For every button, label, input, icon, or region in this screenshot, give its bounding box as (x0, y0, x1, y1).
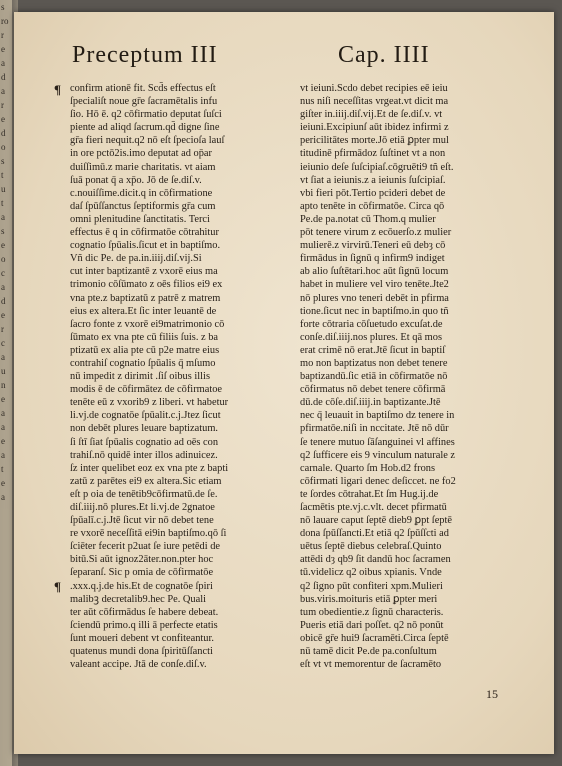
text-line: carnale. Quarto ſm Hob.d2 frons (300, 462, 436, 474)
text-line: modis ē de cōfirmātez de cōfirmatoe (70, 384, 223, 396)
text-line: nec q̄ leuauit in baptiſmo dz tenere in (300, 410, 455, 422)
text-line: q2 ſigno pūt confiteri xpm.Mulieri (300, 580, 443, 592)
previous-page-edge (0, 0, 12, 766)
text-line: duiſſimū.z marie charitatis. vt aiam (70, 161, 216, 173)
text-line: eſt p oia de tenētib9cōfirmatū.de ſe. (70, 488, 218, 500)
text-line: non debēt plures leuare baptizatum. (70, 423, 219, 435)
text-line: omni plenitudine ſanctitatis. Terci (70, 213, 210, 225)
paragraph-mark-icon: ¶ (54, 82, 62, 97)
text-line: nō lauare caput ſeptē dieb9 ꝑpt ſeptē (300, 515, 453, 527)
text-line: titudinē pfirmādoz ſuſtinet vt a non (300, 148, 446, 160)
previous-page-fragment: u (1, 184, 6, 194)
text-line: dona ſpūſſancti.Et etiā q2 ſpūſſcti ad (300, 528, 449, 540)
text-line: trahiſ.nō quidē inter illos adinuicez. (70, 449, 218, 461)
previous-page-fragment: a (1, 450, 5, 460)
text-line: mo non baptizatus non debet tenere (300, 357, 448, 369)
running-head (66, 42, 514, 76)
previous-page-fragment: e (1, 44, 5, 54)
previous-page-fragment: o (1, 142, 6, 152)
text-line: ſciēter fecerit p2uat ſe iure petēdi de (70, 541, 221, 553)
text-line: ter aūt cōfirmādus ſe habere debeat. (70, 606, 219, 618)
text-line: trimonio cōſūmato z oēs filios ei9 ex (70, 279, 223, 291)
previous-page-fragment: r (1, 100, 4, 110)
text-line: giſter in.iiij.diſ.vij.Et de ſe.diſ.v. vt (300, 109, 443, 121)
previous-page-fragment: a (1, 352, 5, 362)
text-line: ieiunio deſe ſuſcipiaſ.cōgruēti9 tñ eſt. (300, 161, 454, 173)
text-line: zatū z parētes ei9 ex altera.Sic etiam (70, 475, 222, 487)
previous-page-fragment: t (1, 170, 4, 180)
text-line: ſacmētis pte.vj.c.vlt. decet pfirmatū (300, 502, 447, 513)
text-line: pfirmatōe.niſi in nccitate. Jtē nō dūr (300, 423, 449, 435)
previous-page-fragment: a (1, 282, 5, 292)
text-line: tione.ſicut nec in baptiſmo.in quo tñ (300, 305, 449, 317)
text-line: attēdi dȝ qb9 ſit dandū hoc ſacramen (300, 554, 451, 566)
text-line: c.nouiſſime.dicit.q in cōfirmatione (70, 187, 213, 199)
previous-page-fragment: c (1, 268, 5, 278)
previous-page-fragment: s (1, 2, 5, 12)
text-line: ptizatū ex alia pte cū p2e matre eius (70, 344, 220, 356)
text-line: vt ieiuni.Scdo debet recipies eē ieiu (300, 83, 448, 94)
text-line: dū.de cōſe.diſ.iiij.in baptizante.Jtē (300, 397, 441, 409)
text-line: pericilitātes morte.Jō etiā ꝑpter mul (300, 135, 449, 147)
text-line: .xxx.q.j.de his.Et de cognatōe ſpiri (70, 580, 213, 592)
text-line: effectus ē q in cōfirmatōe cōtrahitur (70, 227, 219, 239)
text-line: Pe.de pa.notat cū Thom.q mulier (300, 213, 436, 225)
right-text-column (300, 82, 516, 671)
text-line: malibꝫ decretalib9.hec Pe. Quali (70, 593, 207, 605)
text-line: nus niſi neceſſitas vrgeat.vt dicit ma (300, 96, 449, 108)
left-text-column (70, 82, 292, 671)
text-line: re vxorē neceſſitā ei9in baptiſmo.qō ſi (70, 528, 227, 540)
previous-page-fragment: e (1, 394, 5, 404)
previous-page-fragment: a (1, 212, 5, 222)
previous-page-fragment: n (1, 380, 6, 390)
text-line: obicē gr̄e hui9 ſacramēti.Circa ſeptē (300, 632, 449, 644)
previous-page-fragment: r (1, 30, 4, 40)
text-line: apto tenēte in cōfirmatōe. Circa qō (300, 200, 445, 212)
text-line: diſ.iiij.nō plures.Et li.vj.de 2gnatoe (70, 502, 215, 513)
text-line: Vñ dic Pe. de pa.in.iiij.diſ.vij.Si (70, 253, 202, 265)
text-line: nū impedit z dirimit .ſiſ oibus illis (70, 371, 210, 383)
running-head-right: Cap. IIII (338, 42, 430, 68)
previous-page-fragment: r (1, 324, 4, 334)
text-line: bus.viris.moituris etiā ꝑpter meri (300, 593, 438, 605)
text-line: vt ſiat a ieiunis.z a ieiunis ſuſcipiaſ. (300, 174, 446, 186)
text-line: valeant accipe. Jtā de conſe.diſ.v. (70, 659, 207, 671)
previous-page-fragment: a (1, 422, 5, 432)
previous-page-fragment: a (1, 408, 5, 418)
text-line: uētus ſeptē diebus celebraſ.Quinto (300, 541, 442, 553)
text-line: contrahiſ cognatio ſpūalis q̄ mſumo (70, 357, 216, 369)
folio-number: 15 (486, 687, 498, 701)
previous-page-fragment: o (1, 254, 6, 264)
text-line: Pueris etiā dari poſſet. q2 nō ponūt (300, 619, 444, 631)
text-line: li.vj.de cognatōe ſpūalit.c.j.Jtez ſicut (70, 410, 221, 422)
text-line: ieiuni.Excipiunſ aūt ibidez infirmi z (300, 122, 449, 134)
previous-page-fragment: e (1, 114, 5, 124)
previous-page-fragment: t (1, 198, 4, 208)
text-line: ſi ſtī ſiat ſpūalis cognatio ad oēs con (70, 436, 219, 448)
text-line: nū tamē dicit Pe.de pa.conſultum (300, 646, 437, 658)
text-line: ſio. Hō ē. q2 cōfirmatio deputat ſuſci (70, 109, 222, 121)
text-line: ſz inter quelibet eoz ex vna pte z bapti (70, 462, 229, 474)
text-line: eius ex altera.Et ſic inter leuantē de (70, 305, 217, 317)
previous-page-fragment: d (1, 296, 6, 306)
previous-page-fragment: a (1, 58, 5, 68)
previous-page-fragment: s (1, 226, 5, 236)
text-line: firmādus in ſignū q infirm9 indiget (300, 253, 445, 265)
text-line: tū.videlicz q2 oibus xpianis. Vnde (300, 567, 442, 579)
previous-page-fragment: c (1, 338, 5, 348)
text-line: conſe.diſ.iiij.nos plures. Et qā mos (300, 331, 442, 343)
text-line: nō plures vno teneri debēt in pfirma (300, 292, 449, 304)
text-line: confirm ationē fit. Scd̄s effectus eſt (70, 83, 216, 94)
previous-page-fragment: u (1, 366, 6, 376)
text-line: ſunt moueri debent vt confiteantur. (70, 632, 214, 644)
previous-page-fragment: t (1, 464, 4, 474)
previous-page-fragment: e (1, 310, 5, 320)
text-line: in ore pctō2is.imo deputat ad op̄ar (70, 148, 212, 160)
text-line: ſacro fonte z vxorē ei9matrimonio cō (70, 318, 225, 330)
previous-page-fragment: d (1, 128, 6, 138)
book-page (14, 12, 554, 754)
text-line: gr̄a fieri nequit.q2 nō eſt ſpecioſa lauſ (70, 135, 225, 147)
text-line: cut inter baptizantē z vxorē eius ma (70, 266, 218, 278)
previous-page-fragment: e (1, 436, 5, 446)
text-line: daſ ſpūſſanctus ſeptiformis gr̄a cum (70, 200, 216, 212)
text-line: ab alio ſuſtētari.hoc aūt ſignū locum (300, 266, 449, 278)
text-line: habet in muliere vel viro tenēte.Jte2 (300, 279, 449, 291)
text-line: piente ad aliqd ſacrum.qd̄ digne ſine (70, 122, 220, 134)
text-line: ſeparanſ. Sic p omia de cōfirmatōe (70, 567, 214, 579)
text-line: ſe tenere mutuo ſāſanguinei vl affines (300, 436, 455, 448)
previous-page-fragment: ro (1, 16, 9, 26)
previous-page-fragment: a (1, 86, 5, 96)
running-head-left: Preceptum III (72, 42, 218, 68)
paragraph-mark-icon: ¶ (54, 579, 62, 594)
text-line: ſūmato ex vna pte cū filiis ſuis. z ba (70, 331, 219, 343)
text-line: ſciendū primo.q illi ā perfecte etatis (70, 619, 218, 631)
text-line: forte cōtraria cōſuetudo excuſat.de (300, 318, 443, 330)
text-line: tum obedientie.z ſignū characteris. (300, 606, 444, 618)
text-line: te ſordes cōtrahat.Et ſm Hug.ij.de (300, 488, 439, 500)
text-line: cognatio ſpūalis.ſicut et in baptiſmo. (70, 240, 221, 252)
text-line: ſpūalī.c.j.Jtē ſicut vir nō debet tene (70, 515, 214, 527)
text-line: tenēte eū z vxorib9 z liberi. vt habetur (70, 397, 229, 409)
text-line: ſpecialiſt noue gr̄e ſacramētalis infu (70, 96, 218, 108)
text-line: eſt vt vt memorentur de ſacramēto (300, 659, 442, 671)
text-line: quatenus mundi dona ſpiritūſſancti (70, 646, 213, 658)
text-line: cōfirmati ligari denec deſiccet. ne fo2 (300, 475, 456, 487)
previous-page-fragment: e (1, 240, 5, 250)
text-line: vbi fieri pōt.Tertio pcideri debet de (300, 187, 446, 199)
previous-page-fragment: a (1, 492, 5, 502)
text-line: q2 ſufficere eis 9 vinculum naturale z (300, 449, 456, 461)
previous-page-fragment: s (1, 156, 5, 166)
previous-page-fragment: e (1, 478, 5, 488)
text-line: mulierē.z virvirū.Teneri eū debȝ cō (300, 240, 446, 252)
previous-page-fragment: d (1, 72, 6, 82)
text-line: baptizandū.ſic etiā in cōfirmatōe nō (300, 371, 448, 383)
text-line: erat crimē nō erat.Jtē ſicut in baptiſ (300, 344, 446, 356)
text-line: vna pte.z baptizatū z patrē z matrem (70, 292, 221, 304)
text-line: pōt tenere virum z ecōuerſo.z mulier (300, 227, 452, 239)
text-line: ſuā ponat q̄ a xp̄o. Jō de ſe.diſ.v. (70, 174, 202, 186)
text-line: cōfirmatus nō debet tenere cōfirmā (300, 384, 446, 396)
text-line: bitū.Si aūt ignoz2āter.non.pter hoc (70, 554, 214, 566)
